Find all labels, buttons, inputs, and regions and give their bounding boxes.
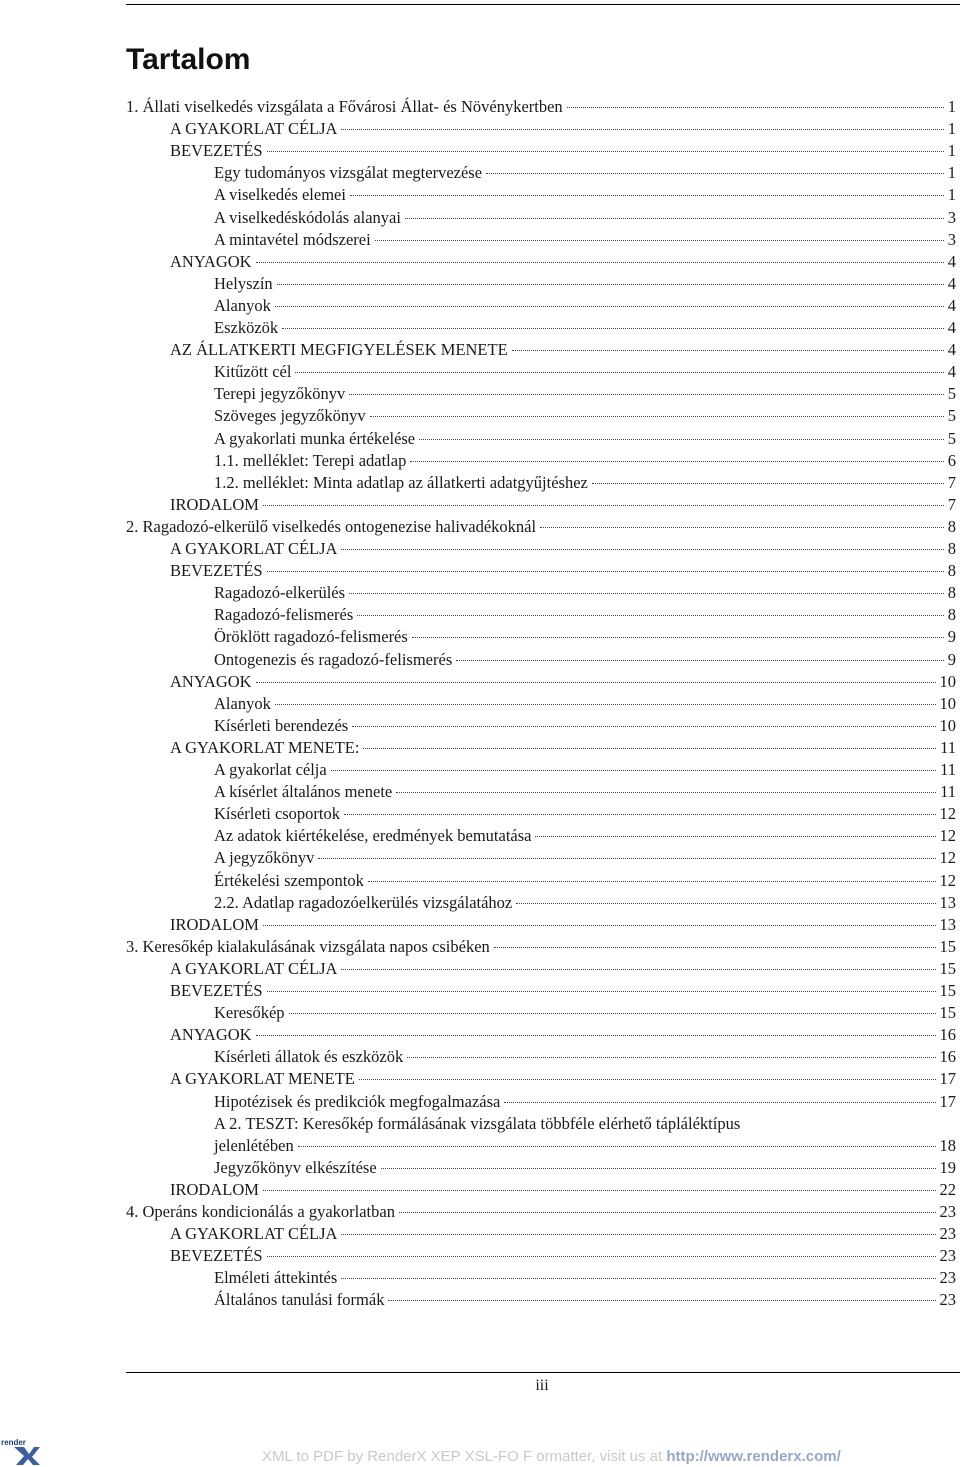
toc-entry[interactable] bbox=[0, 1091, 960, 1113]
toc-entry[interactable] bbox=[0, 604, 960, 626]
toc-leader-dots bbox=[388, 1300, 935, 1301]
toc-entry[interactable] bbox=[0, 958, 960, 980]
toc-entry[interactable] bbox=[0, 980, 960, 1002]
toc-entry-page: 1 bbox=[947, 141, 956, 161]
toc-entry-page: 17 bbox=[939, 1069, 956, 1089]
toc-entry-page: 3 bbox=[947, 207, 956, 227]
toc-leader-dots bbox=[370, 416, 944, 417]
toc-entry[interactable] bbox=[0, 428, 960, 450]
toc-leader-dots bbox=[381, 1168, 936, 1169]
toc-leader-dots bbox=[456, 660, 944, 661]
toc-entry-page: 7 bbox=[947, 472, 956, 492]
toc-leader-dots bbox=[410, 461, 943, 462]
toc-entry-page: 12 bbox=[939, 804, 956, 824]
toc-entry-page: 8 bbox=[947, 561, 956, 581]
toc-leader-dots bbox=[486, 173, 944, 174]
toc-entry-label: A GYAKORLAT MENETE bbox=[170, 1069, 355, 1089]
toc-entry-page: 11 bbox=[940, 737, 956, 757]
toc-entry-page: 22 bbox=[939, 1179, 956, 1199]
toc-leader-dots bbox=[341, 129, 943, 130]
toc-entry[interactable] bbox=[0, 383, 960, 405]
toc-entry-page: 16 bbox=[939, 1025, 956, 1045]
toc-leader-dots bbox=[592, 483, 944, 484]
toc-entry-label: Hipotézisek és predikciók megfogalmazása bbox=[214, 1091, 501, 1111]
toc-entry-label: Kísérleti csoportok bbox=[214, 804, 341, 824]
toc-entry-label: Egy tudományos vizsgálat megtervezése bbox=[214, 163, 483, 183]
toc-entry-page: 7 bbox=[947, 494, 956, 514]
toc-leader-dots bbox=[407, 1057, 935, 1058]
toc-entry[interactable] bbox=[0, 494, 960, 516]
toc-entry[interactable] bbox=[0, 207, 960, 229]
toc-leader-dots bbox=[396, 792, 936, 793]
toc-entry-label: A viselkedéskódolás alanyai bbox=[214, 207, 401, 227]
toc-entry-label: ANYAGOK bbox=[170, 671, 252, 691]
toc-entry-page: 8 bbox=[947, 539, 956, 558]
toc-entry-label: BEVEZETÉS bbox=[170, 561, 263, 581]
toc-entry[interactable] bbox=[0, 825, 960, 847]
toc-leader-dots bbox=[298, 1146, 936, 1147]
toc-leader-dots bbox=[267, 571, 944, 572]
toc-entry[interactable] bbox=[0, 649, 960, 671]
footer-link[interactable]: http://www.renderx.com/ bbox=[666, 1448, 841, 1465]
toc-entry-page: 15 bbox=[939, 981, 956, 1000]
toc-entry[interactable] bbox=[0, 538, 960, 560]
toc-leader-dots bbox=[341, 1234, 935, 1235]
toc-leader-dots bbox=[256, 262, 944, 263]
toc-leader-dots bbox=[267, 991, 936, 992]
toc-entry-label: Általános tanulási formák bbox=[214, 1290, 385, 1310]
toc-entry-page: 5 bbox=[947, 384, 956, 404]
toc-entry[interactable] bbox=[0, 1289, 960, 1311]
toc-entry-label: 3. Keresőkép kialakulásának vizsgálata napos csibéken bbox=[126, 936, 490, 956]
toc-entry-page: 10 bbox=[939, 715, 956, 735]
toc-entry-page: 4 bbox=[947, 273, 956, 293]
toc-entry-label: 1.1. melléklet: Terepi adatlap bbox=[214, 450, 407, 470]
toc-entry[interactable] bbox=[0, 184, 960, 206]
toc-entry-label: A GYAKORLAT CÉLJA bbox=[170, 1224, 338, 1244]
toc-entry[interactable] bbox=[0, 162, 960, 184]
toc-entry-label: Elméleti áttekintés bbox=[214, 1268, 338, 1288]
toc-leader-dots bbox=[419, 439, 944, 440]
toc-leader-dots bbox=[350, 195, 944, 196]
toc-leader-dots bbox=[256, 682, 936, 683]
toc-leader-dots bbox=[399, 1212, 936, 1213]
toc-entry[interactable] bbox=[0, 251, 960, 273]
toc-entry-page: 23 bbox=[939, 1290, 956, 1310]
toc-entry[interactable] bbox=[0, 892, 960, 914]
toc-entry[interactable] bbox=[0, 1024, 960, 1046]
toc-leader-dots bbox=[357, 615, 943, 616]
toc-entry-label: Értékelési szempontok bbox=[214, 870, 364, 890]
toc-entry-label: IRODALOM bbox=[170, 494, 259, 514]
toc-leader-dots bbox=[535, 836, 935, 837]
toc-leader-dots bbox=[282, 328, 944, 329]
toc-entry-page: 18 bbox=[939, 1135, 956, 1155]
toc-entry-page: 5 bbox=[947, 406, 956, 426]
toc-entry-page: 4 bbox=[947, 295, 956, 315]
toc-entry-page: 8 bbox=[947, 516, 956, 536]
toc-entry[interactable] bbox=[0, 229, 960, 251]
toc-leader-dots bbox=[341, 1278, 935, 1279]
toc-entry[interactable] bbox=[0, 295, 960, 317]
toc-leader-dots bbox=[349, 394, 943, 395]
toc-entry-page: 23 bbox=[939, 1224, 956, 1244]
toc-leader-dots bbox=[363, 748, 936, 749]
toc-entry-label: A gyakorlati munka értékelése bbox=[214, 428, 416, 448]
toc-leader-dots bbox=[267, 151, 944, 152]
top-rule bbox=[126, 4, 960, 5]
toc-entry-label: Helyszín bbox=[214, 273, 273, 293]
toc-entry-page: 1 bbox=[947, 119, 956, 139]
toc-entry[interactable] bbox=[0, 715, 960, 737]
toc-entry-label: ANYAGOK bbox=[170, 251, 252, 271]
toc-entry-label: BEVEZETÉS bbox=[170, 1246, 263, 1266]
toc-entry[interactable] bbox=[0, 582, 960, 604]
toc-entry-page: 9 bbox=[947, 627, 956, 647]
toc-entry-label: 4. Operáns kondicionálás a gyakorlatban bbox=[126, 1202, 395, 1221]
toc-entry[interactable] bbox=[0, 560, 960, 582]
toc-leader-dots bbox=[263, 1190, 936, 1191]
toc-entry-label: Az adatok kiértékelése, eredmények bemutatása bbox=[214, 826, 532, 846]
toc-entry-label: BEVEZETÉS bbox=[170, 141, 263, 161]
toc-entry-label: A mintavétel módszerei bbox=[214, 229, 371, 249]
toc-entry[interactable] bbox=[0, 671, 960, 693]
toc-entry-page: 23 bbox=[939, 1202, 956, 1221]
toc-entry[interactable] bbox=[0, 870, 960, 892]
toc-entry-label: Kísérleti berendezés bbox=[214, 715, 349, 735]
toc-entry-label: A kísérlet általános menete bbox=[214, 782, 393, 802]
toc-entry[interactable] bbox=[0, 1245, 960, 1267]
toc-entry[interactable] bbox=[0, 1002, 960, 1024]
toc-entry[interactable] bbox=[0, 361, 960, 383]
toc-entry-page: 4 bbox=[947, 251, 956, 271]
toc-entry[interactable] bbox=[0, 317, 960, 339]
toc-leader-dots bbox=[263, 925, 936, 926]
toc-entry-label: 2. Ragadozó-elkerülő viselkedés ontogenezise halivadékoknál bbox=[126, 516, 537, 536]
toc-leader-dots bbox=[267, 1256, 936, 1257]
toc-leader-dots bbox=[318, 858, 935, 859]
toc-leader-dots bbox=[352, 726, 935, 727]
toc-entry[interactable] bbox=[0, 1267, 960, 1289]
toc-entry-label: Alanyok bbox=[214, 295, 271, 315]
footer-text bbox=[262, 1447, 841, 1467]
toc-entry-label: jelenlétében bbox=[214, 1135, 294, 1155]
toc-entry-page: 15 bbox=[939, 1003, 956, 1023]
toc-entry-page: 23 bbox=[939, 1246, 956, 1266]
toc-entry-page: 12 bbox=[939, 870, 956, 890]
toc-entry-label: IRODALOM bbox=[170, 1179, 259, 1199]
toc-entry[interactable] bbox=[0, 914, 960, 936]
toc-entry-page: 10 bbox=[939, 693, 956, 713]
toc-entry[interactable] bbox=[0, 118, 960, 140]
toc-entry[interactable] bbox=[0, 472, 960, 494]
toc-entry-label: Ragadozó-felismerés bbox=[214, 605, 354, 625]
toc-entry[interactable] bbox=[0, 140, 960, 162]
toc-entry-page: 15 bbox=[939, 936, 956, 956]
toc-entry-page: 23 bbox=[939, 1268, 956, 1288]
toc-entry-label: Kitűzött cél bbox=[214, 362, 292, 382]
bottom-rule bbox=[126, 1372, 960, 1373]
toc-entry[interactable] bbox=[0, 516, 960, 538]
toc-entry-label: A GYAKORLAT CÉLJA bbox=[170, 958, 338, 978]
toc-entry[interactable] bbox=[0, 693, 960, 715]
toc-entry-label: Terepi jegyzőkönyv bbox=[214, 384, 346, 404]
renderx-logo bbox=[0, 1436, 40, 1465]
toc-entry-page: 8 bbox=[947, 605, 956, 625]
toc-leader-dots bbox=[341, 969, 935, 970]
toc-entry-page: 4 bbox=[947, 318, 956, 337]
toc-entry-page: 11 bbox=[940, 782, 956, 802]
toc-entry[interactable] bbox=[0, 1179, 960, 1201]
toc-leader-dots bbox=[256, 1035, 936, 1036]
toc-leader-dots bbox=[344, 814, 935, 815]
toc-entry-page: 12 bbox=[939, 826, 956, 846]
toc-entry-label: Alanyok bbox=[214, 693, 271, 713]
toc-leader-dots bbox=[295, 372, 943, 373]
toc-entry-page: 17 bbox=[939, 1091, 956, 1111]
toc-leader-dots bbox=[375, 240, 944, 241]
toc-leader-dots bbox=[504, 1102, 935, 1103]
toc-entry-page: 4 bbox=[947, 340, 956, 360]
toc-leader-dots bbox=[349, 593, 944, 594]
toc-entry-page: 1 bbox=[947, 163, 956, 183]
toc-entry-page: 16 bbox=[939, 1047, 956, 1067]
toc-leader-dots bbox=[275, 704, 936, 705]
toc-entry[interactable] bbox=[0, 1068, 960, 1090]
toc-entry[interactable] bbox=[0, 1046, 960, 1068]
toc-entry[interactable] bbox=[0, 405, 960, 427]
toc-entry-page: 13 bbox=[939, 914, 956, 934]
toc-entry-label: Keresőkép bbox=[214, 1003, 285, 1023]
toc-entry-label: IRODALOM bbox=[170, 914, 259, 934]
footer-prefix: XML to PDF by RenderX XEP XSL-FO F ormatter, visit us at bbox=[262, 1448, 667, 1465]
toc-entry-label: Jegyzőkönyv elkészítése bbox=[214, 1157, 377, 1177]
toc-entry-page: 19 bbox=[939, 1157, 956, 1177]
toc-entry[interactable] bbox=[0, 781, 960, 803]
toc-entry[interactable] bbox=[0, 273, 960, 295]
toc-entry-label: AZ ÁLLATKERTI MEGFIGYELÉSEK MENETE bbox=[170, 340, 508, 360]
toc-entry-label: Szöveges jegyzőkönyv bbox=[214, 406, 366, 426]
toc-entry[interactable] bbox=[0, 759, 960, 781]
page-number: iii bbox=[535, 1377, 549, 1394]
toc-leader-dots bbox=[263, 505, 944, 506]
toc-entry-label: 1.2. melléklet: Minta adatlap az állatkerti adatgyűjtéshez bbox=[214, 472, 588, 492]
toc-entry-label: A gyakorlat célja bbox=[214, 760, 327, 779]
toc-entry[interactable] bbox=[0, 339, 960, 361]
toc-leader-dots bbox=[331, 770, 936, 771]
toc-entry[interactable] bbox=[0, 1223, 960, 1245]
toc-entry-label: Ragadozó-elkerülés bbox=[214, 583, 346, 603]
toc-entry-page: 5 bbox=[947, 428, 956, 448]
toc-entry-label: 1. Állati viselkedés vizsgálata a Fővárosi Állat- és Növénykertben bbox=[126, 97, 563, 116]
toc-entry-label: A GYAKORLAT CÉLJA bbox=[170, 539, 338, 558]
toc-leader-dots bbox=[289, 1013, 936, 1014]
toc-entry[interactable] bbox=[0, 847, 960, 869]
toc-leader-dots bbox=[341, 549, 943, 550]
toc-entry-page: 9 bbox=[947, 649, 956, 669]
toc-entry-label: Ontogenezis és ragadozó-felismerés bbox=[214, 649, 453, 669]
toc-entry[interactable] bbox=[0, 803, 960, 825]
toc-entry-page: 6 bbox=[947, 450, 956, 470]
toc-entry-page: 3 bbox=[947, 229, 956, 249]
toc-entry-label: A GYAKORLAT MENETE: bbox=[170, 737, 360, 757]
toc-entry-page: 11 bbox=[940, 760, 956, 779]
toc-entry-page: 1 bbox=[947, 185, 956, 205]
toc-entry[interactable] bbox=[0, 737, 960, 759]
toc-entry-label: A jegyzőkönyv bbox=[214, 848, 315, 868]
toc-leader-dots bbox=[277, 284, 944, 285]
toc-entry-page: 10 bbox=[939, 671, 956, 691]
toc-entry-wrap-line[interactable]: A 2. TESZT: Keresőkép formálásának vizsgálata többféle elérhető tápláléktípus bbox=[214, 1113, 741, 1133]
toc-leader-dots bbox=[275, 306, 944, 307]
toc-entry-page: 8 bbox=[947, 583, 956, 603]
toc-leader-dots bbox=[512, 350, 944, 351]
toc-entry-label: Öröklött ragadozó-felismerés bbox=[214, 627, 408, 647]
toc-entry-label: ANYAGOK bbox=[170, 1025, 252, 1045]
toc-entry[interactable] bbox=[0, 1201, 960, 1223]
toc-leader-dots bbox=[567, 107, 944, 108]
toc-leader-dots bbox=[494, 947, 936, 948]
toc-entry[interactable] bbox=[0, 1135, 960, 1157]
toc-entry-label: Kísérleti állatok és eszközök bbox=[214, 1047, 404, 1067]
toc-entry-page: 15 bbox=[939, 958, 956, 978]
toc-entry-page: 4 bbox=[947, 362, 956, 382]
toc-leader-dots bbox=[359, 1079, 936, 1080]
toc-leader-dots bbox=[516, 903, 935, 904]
toc-entry[interactable] bbox=[0, 936, 960, 958]
toc-entry[interactable] bbox=[0, 626, 960, 648]
toc-entry-page: 12 bbox=[939, 848, 956, 868]
toc-entry-label: A GYAKORLAT CÉLJA bbox=[170, 119, 338, 139]
toc-leader-dots bbox=[412, 637, 944, 638]
toc-entry[interactable] bbox=[0, 1157, 960, 1179]
toc-entry-label: A viselkedés elemei bbox=[214, 185, 346, 205]
toc-leader-dots bbox=[540, 527, 944, 528]
toc-entry-label: BEVEZETÉS bbox=[170, 981, 263, 1000]
toc-entry-label: Eszközök bbox=[214, 318, 279, 337]
toc-leader-dots bbox=[368, 881, 936, 882]
svg-text:render: render bbox=[1, 1438, 26, 1447]
toc-entry-label: 2.2. Adatlap ragadozóelkerülés vizsgálatához bbox=[214, 892, 513, 912]
toc-entry-page: 13 bbox=[939, 892, 956, 912]
toc-leader-dots bbox=[405, 218, 944, 219]
toc-entry[interactable] bbox=[0, 96, 960, 118]
page-title: Tartalom bbox=[126, 43, 251, 76]
toc-entry-page: 1 bbox=[947, 97, 956, 116]
toc-entry[interactable] bbox=[0, 450, 960, 472]
